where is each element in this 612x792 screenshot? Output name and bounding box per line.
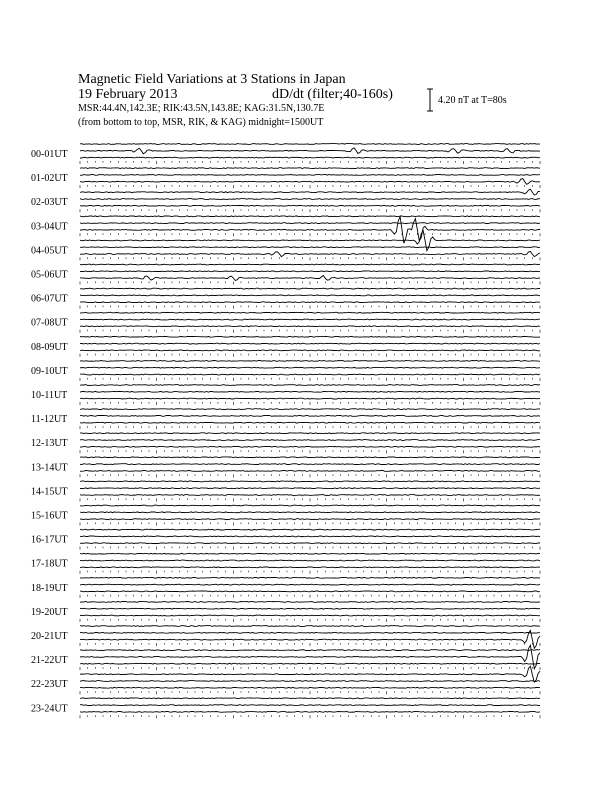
trace-kag <box>80 481 540 482</box>
trace-rik <box>80 247 540 248</box>
scale-label: 4.20 nT at T=80s <box>438 95 507 106</box>
hour-label: 15-16UT <box>31 510 68 522</box>
trace-rik <box>80 367 540 368</box>
trace-kag <box>80 650 540 651</box>
minute-ticks-row <box>80 185 540 188</box>
trace-rik <box>80 148 540 154</box>
trace-rik <box>80 440 540 441</box>
hour-label: 18-19UT <box>31 582 68 594</box>
hour-label: 08-09UT <box>31 341 68 353</box>
hour-label: 03-04UT <box>31 221 68 233</box>
trace-rik <box>80 681 540 682</box>
trace-msr <box>80 591 540 592</box>
trace-kag <box>80 189 540 195</box>
trace-kag <box>80 602 540 603</box>
trace-kag <box>80 144 540 145</box>
trace-kag <box>80 168 540 169</box>
trace-kag <box>80 361 540 362</box>
hour-label: 23-24UT <box>31 703 68 715</box>
hour-label: 02-03UT <box>31 197 68 209</box>
trace-kag <box>80 577 540 578</box>
trace-rik <box>80 295 540 296</box>
minute-ticks-row <box>80 426 540 429</box>
minute-ticks-row <box>80 595 540 598</box>
trace-rik <box>80 223 540 224</box>
scale-bar <box>427 89 433 111</box>
trace-msr <box>80 495 540 496</box>
hour-label: 07-08UT <box>31 317 68 329</box>
trace-msr <box>80 615 540 616</box>
minute-ticks-row <box>80 643 540 646</box>
hour-labels <box>31 149 68 714</box>
trace-msr <box>80 567 540 568</box>
minute-ticks-row <box>80 667 540 670</box>
trace-kag <box>80 385 540 386</box>
trace-msr <box>80 252 540 257</box>
hour-label: 09-10UT <box>31 365 68 377</box>
trace-rik <box>80 391 540 392</box>
trace-kag <box>80 626 540 627</box>
trace-rik <box>80 645 540 669</box>
trace-msr <box>80 157 540 158</box>
trace-rik <box>80 416 540 417</box>
trace-rik <box>80 560 540 561</box>
minute-ticks-row <box>80 547 540 550</box>
hour-label: 21-22UT <box>31 655 68 667</box>
trace-rik <box>80 488 540 489</box>
trace-msr <box>80 205 540 206</box>
hour-label: 06-07UT <box>31 293 68 305</box>
trace-rik <box>80 319 540 320</box>
minute-ticks-row <box>80 330 540 333</box>
chart-mode: dD/dt (filter;40-160s) <box>272 87 393 102</box>
trace-rik <box>80 464 540 465</box>
trace-kag <box>80 457 540 458</box>
trace-msr <box>80 687 540 688</box>
trace-kag <box>80 409 540 410</box>
trace-rik <box>80 705 540 706</box>
hour-label: 11-12UT <box>31 414 68 426</box>
minute-ticks-row <box>80 282 540 285</box>
trace-msr <box>80 326 540 327</box>
hour-label: 05-06UT <box>31 269 68 281</box>
minute-ticks-row <box>80 354 540 357</box>
trace-msr <box>80 446 540 447</box>
trace-rik <box>80 584 540 585</box>
hour-label: 14-15UT <box>31 486 68 498</box>
hour-label: 10-11UT <box>31 390 68 401</box>
trace-msr <box>80 302 540 303</box>
trace-rik <box>80 343 540 344</box>
trace-kag <box>80 698 540 699</box>
hour-label: 13-14UT <box>31 462 68 474</box>
minute-ticks-row <box>80 378 540 381</box>
hour-label: 17-18UT <box>31 558 68 570</box>
hour-label: 22-23UT <box>31 679 68 691</box>
minute-ticks-row <box>80 498 540 501</box>
hour-label: 19-20UT <box>31 606 68 618</box>
minute-ticks-row <box>80 161 540 164</box>
trace-rik <box>80 175 540 176</box>
trace-msr <box>80 374 540 375</box>
trace-kag <box>80 553 540 554</box>
trace-msr <box>80 276 540 281</box>
minute-ticks-row <box>80 523 540 526</box>
chart-title: Magnetic Field Variations at 3 Stations in Japan <box>78 72 346 87</box>
trace-msr <box>80 350 540 351</box>
minute-ticks-row <box>80 209 540 212</box>
minute-ticks-row <box>80 257 540 260</box>
trace-rik <box>80 632 540 633</box>
trace-rik <box>80 199 540 200</box>
trace-msr <box>80 712 540 713</box>
trace-kag <box>80 336 540 337</box>
minute-ticks-row <box>80 691 540 694</box>
minute-ticks-row <box>80 715 540 718</box>
trace-rik <box>80 608 540 609</box>
trace-kag <box>80 312 540 313</box>
minute-ticks-row <box>80 402 540 405</box>
hour-label: 01-02UT <box>31 173 68 185</box>
trace-kag <box>80 216 540 217</box>
minute-ticks-row <box>80 306 540 309</box>
station-coordinates: MSR:44.4N,142.3E; RIK:43.5N,143.8E; KAG:31.5N,130.7E <box>78 103 325 114</box>
trace-msr <box>80 519 540 520</box>
minute-ticks-row <box>80 474 540 477</box>
trace-msr <box>80 471 540 472</box>
minute-ticks-row <box>80 619 540 622</box>
trace-kag <box>80 529 540 530</box>
trace-kag <box>80 433 540 434</box>
trace-kag <box>80 288 540 289</box>
trace-msr <box>80 422 540 423</box>
trace-msr <box>80 179 540 185</box>
hour-label: 04-05UT <box>31 245 68 257</box>
trace-msr <box>80 663 540 664</box>
trace-msr <box>80 398 540 399</box>
trace-msr <box>80 543 540 544</box>
minute-ticks-row <box>80 233 540 236</box>
trace-msr <box>80 217 540 244</box>
chart-date: 19 February 2013 <box>78 87 178 102</box>
hour-label: 20-21UT <box>31 631 68 642</box>
trace-kag <box>80 264 540 265</box>
minute-ticks-row <box>80 571 540 574</box>
trace-rik <box>80 512 540 513</box>
minute-ticks-row <box>80 450 540 453</box>
hour-label: 12-13UT <box>31 438 68 450</box>
trace-rik <box>80 536 540 537</box>
station-order-note: (from bottom to top, MSR, RIK, & KAG) midnight=1500UT <box>78 117 324 128</box>
trace-rik <box>80 271 540 272</box>
hour-label: 16-17UT <box>31 534 68 546</box>
trace-kag <box>80 505 540 506</box>
hour-label: 00-01UT <box>31 149 68 160</box>
